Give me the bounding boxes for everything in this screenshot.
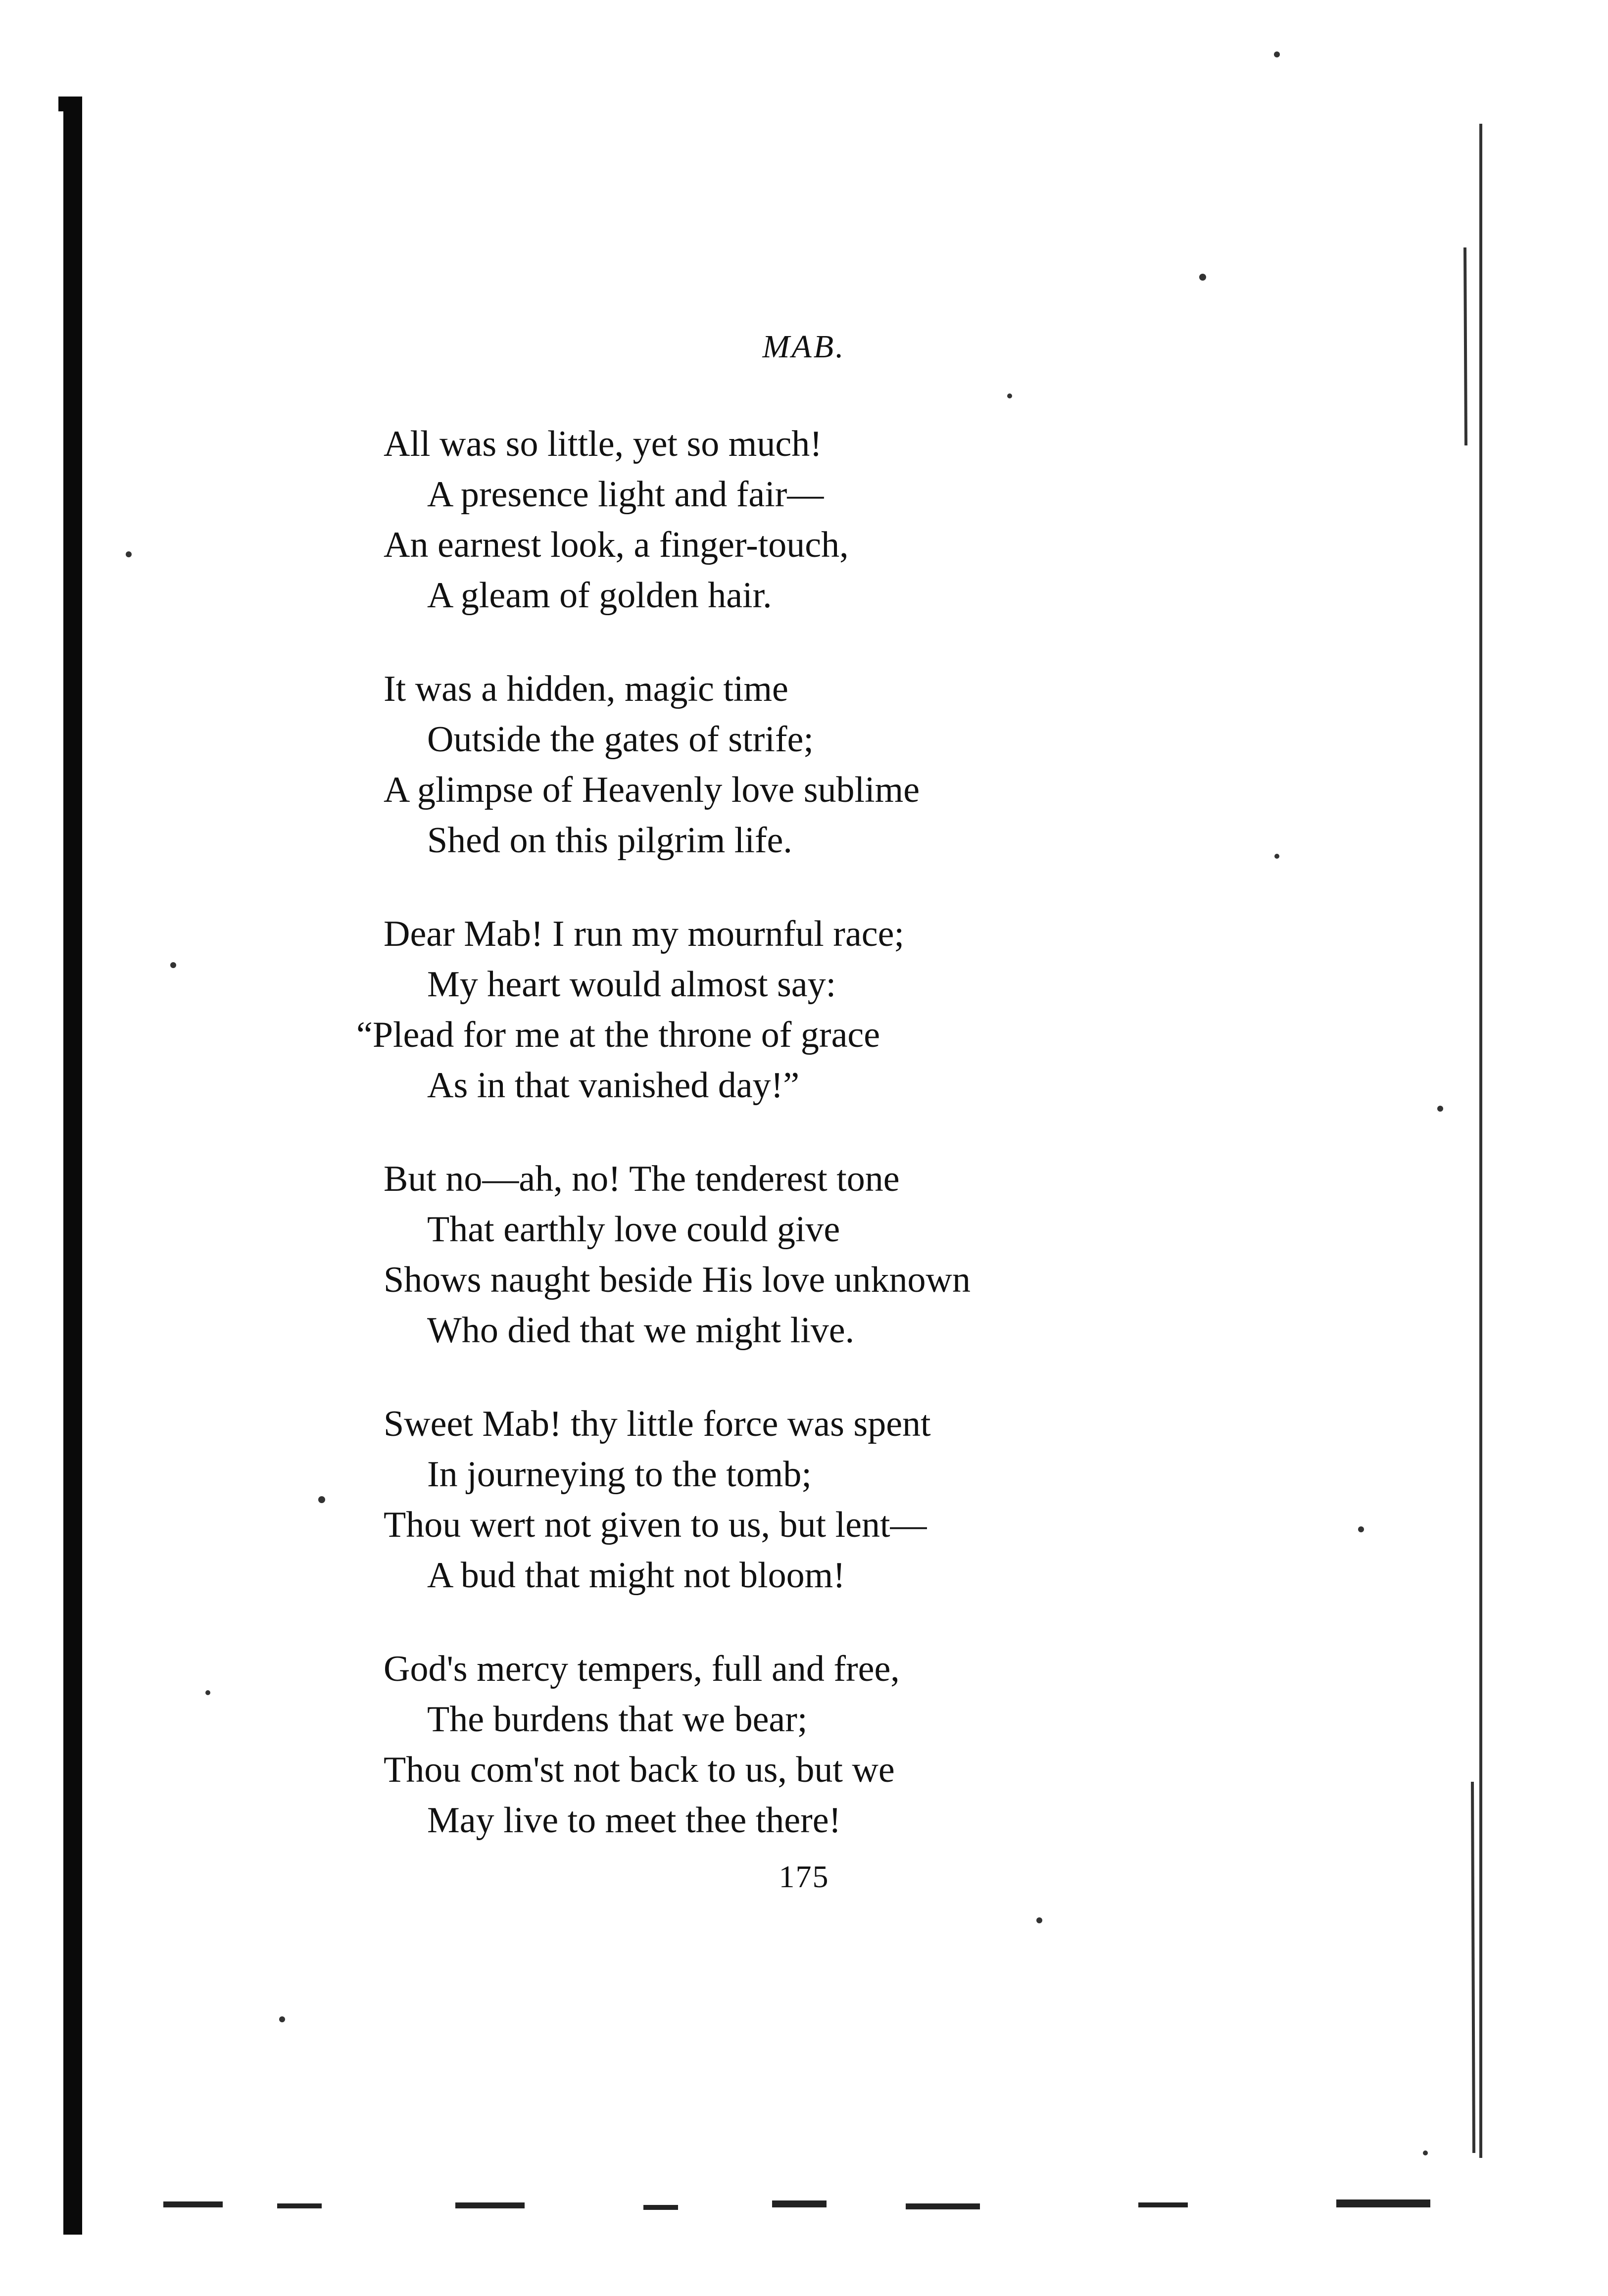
poem-line: Sweet Mab! thy little force was spent [384, 1404, 931, 1444]
poem-line: Outside the gates of strife; [427, 719, 814, 760]
bottom-edge-noise [163, 2199, 1430, 2210]
poem-line: But no—ah, no! The tenderest tone [384, 1159, 900, 1199]
poem-line: Dear Mab! I run my mournful race; [384, 914, 905, 954]
poem-line: Who died that we might live. [427, 1310, 855, 1351]
binding-edge-shadow-top [58, 97, 71, 111]
binding-edge-shadow [63, 97, 82, 2235]
page-number: 175 [779, 1859, 829, 1894]
poem-line: Thou wert not given to us, but lent— [384, 1505, 927, 1545]
poem-line: A gleam of golden hair. [427, 575, 772, 616]
poem-line: A presence light and fair— [427, 474, 824, 515]
poem-line: Shed on this pilgrim life. [427, 820, 792, 861]
poem-line: As in that vanished day!” [427, 1065, 800, 1106]
poem-line: A glimpse of Heavenly love sublime [384, 770, 920, 810]
poem-line: May live to meet thee there! [427, 1800, 841, 1841]
poem-line: God's mercy tempers, full and free, [384, 1649, 900, 1689]
poem-line: The burdens that we bear; [427, 1699, 808, 1740]
poem-line: Shows naught beside His love unknown [384, 1260, 971, 1300]
poem-line: In journeying to the tomb; [427, 1454, 812, 1495]
poem-line: A bud that might not bloom! [427, 1555, 845, 1596]
right-edge-marks [1465, 124, 1481, 2158]
poem-line: An earnest look, a finger-touch, [384, 525, 849, 565]
poem-line: All was so little, yet so much! [384, 424, 822, 464]
page-title: MAB. [762, 329, 846, 365]
poem-line: Thou com'st not back to us, but we [384, 1750, 895, 1790]
poem-line: My heart would almost say: [427, 964, 836, 1005]
poem-line: “Plead for me at the throne of grace [356, 1015, 880, 1055]
poem-line: It was a hidden, magic time [384, 669, 788, 709]
poem-line: That earthly love could give [427, 1209, 840, 1250]
